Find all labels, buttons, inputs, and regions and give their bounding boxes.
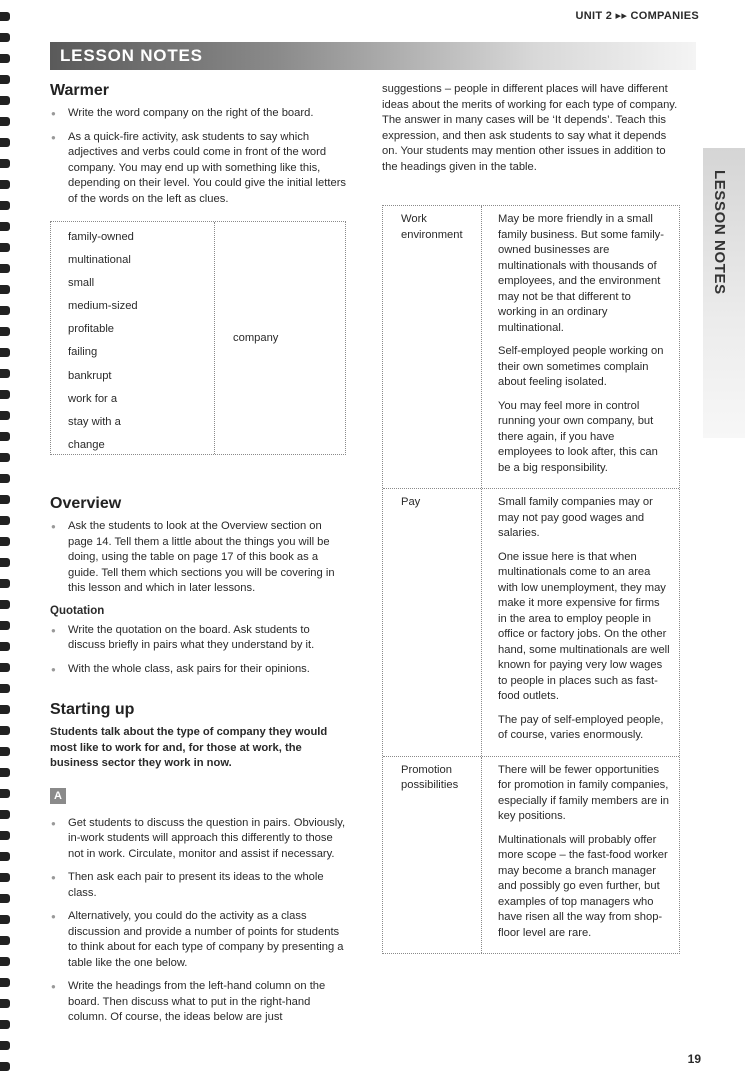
overview-list	[50, 519, 346, 597]
spiral-binding	[0, 0, 12, 1080]
table-paragraph: There will be fewer opportunities for promotion in family companies, especially if family members are in key positions.	[498, 763, 669, 822]
binding-ring	[0, 663, 10, 672]
banner-title: LESSON NOTES	[60, 46, 203, 65]
running-head: UNIT 2 ▸▸ COMPANIES	[575, 10, 699, 22]
table-cell: work for a	[68, 392, 118, 405]
binding-ring	[0, 12, 10, 21]
binding-ring	[0, 747, 10, 756]
table-paragraph: May be more friendly in a small family business. But some family-owned businesses are multinationals with thousands of employees, and the environment may not be that different to working in an ordinary multinational.	[498, 213, 664, 334]
table-cell: failing	[68, 346, 98, 359]
row-heading: Pay	[383, 489, 482, 756]
binding-ring	[0, 159, 10, 168]
binding-ring	[0, 1020, 10, 1029]
binding-ring	[0, 327, 10, 336]
binding-ring	[0, 180, 10, 189]
list-item: ● Write the headings from the left-hand column on the board. Then discuss what to put in the right-hand column. Of course, the ideas below are just	[50, 979, 346, 1026]
table-paragraph: Multinationals will probably offer more scope – the fast-food worker may become a branch manager and possibly go even further, but examples of top managers who have risen all the way from shop-floor level are rare.	[498, 833, 668, 939]
collocation-right-cell: company	[233, 332, 279, 344]
table-cell: medium-sized	[68, 300, 138, 313]
binding-ring	[0, 453, 10, 462]
binding-ring	[0, 705, 10, 714]
row-content	[482, 489, 679, 756]
table-cell: family-owned	[68, 231, 134, 243]
side-tab-label: LESSON NOTES	[711, 170, 728, 295]
binding-ring	[0, 432, 10, 441]
binding-ring	[0, 768, 10, 777]
list-item: ● Get students to discuss the question in pairs. Obviously, in-work students will approach this differently to those not in work. Circulate, monitor and assist if necessary.	[50, 816, 346, 863]
company-comparison-table	[382, 205, 680, 954]
table-paragraph: One issue here is that when multinationals come to an area with low unemployment, they may make it more expensive for firms in the area to employ people in office or factory jobs. On the other hand, some multinationals are well known for paying very low wages to people in places such as fast-food outlets.	[498, 550, 670, 702]
binding-ring	[0, 957, 10, 966]
binding-ring	[0, 96, 10, 105]
binding-ring	[0, 1041, 10, 1050]
binding-ring	[0, 558, 10, 567]
table-cell: small	[68, 277, 95, 290]
binding-ring	[0, 54, 10, 63]
quotation-heading: Quotation	[50, 604, 105, 617]
exercise-label: A	[50, 788, 66, 804]
left-column	[50, 82, 346, 1034]
row-heading: Work environment	[383, 206, 482, 488]
binding-ring	[0, 285, 10, 294]
warmer-heading: Warmer	[50, 82, 109, 99]
binding-ring	[0, 726, 10, 735]
binding-ring	[0, 537, 10, 546]
table-row	[383, 206, 679, 488]
binding-ring	[0, 684, 10, 693]
binding-ring	[0, 369, 10, 378]
binding-ring	[0, 978, 10, 987]
quotation-list	[50, 623, 346, 678]
binding-ring	[0, 474, 10, 483]
list-item: ● Ask the students to look at the Overview section on page 14. Tell them a little about the things you will be doing, using the table on page 17 of this book as a guide. Tell them which sections you will be covering in this lesson and which in later lessons.	[50, 519, 346, 597]
binding-ring	[0, 642, 10, 651]
binding-ring	[0, 201, 10, 210]
side-tab	[703, 148, 745, 438]
binding-ring	[0, 831, 10, 840]
binding-ring	[0, 579, 10, 588]
table-cell: bankrupt	[68, 369, 112, 382]
list-item: ● Write the quotation on the board. Ask students to discuss briefly in pairs what they understand by it.	[50, 623, 346, 654]
warmer-list	[50, 106, 346, 207]
binding-ring	[0, 516, 10, 525]
table-row	[383, 488, 679, 756]
binding-ring	[0, 243, 10, 252]
binding-ring	[0, 306, 10, 315]
right-column-intro	[382, 82, 678, 175]
lesson-notes-banner	[50, 42, 696, 70]
binding-ring	[0, 264, 10, 273]
binding-ring	[0, 117, 10, 126]
table-paragraph: The pay of self-employed people, of course, varies enormously.	[498, 713, 664, 741]
binding-ring	[0, 810, 10, 819]
table-paragraph: Small family companies may or may not pay good wages and salaries.	[498, 496, 653, 539]
binding-ring	[0, 495, 10, 504]
company-collocation-table	[50, 221, 346, 455]
list-item: ● Then ask each pair to present its ideas to the whole class.	[50, 870, 346, 901]
starting-up-intro: Students talk about the type of company they would most like to work for and, for those at work, the business sector they work in now.	[50, 726, 328, 769]
binding-ring	[0, 915, 10, 924]
table-paragraph: Self-employed people working on their own sometimes complain about feeling isolated.	[498, 345, 664, 388]
row-content	[482, 206, 679, 488]
binding-ring	[0, 75, 10, 84]
intro-paragraph: suggestions – people in different places will have different ideas about the merits of working for each type of company. The answer in many cases will be ‘It depends’. Teach this expression, and then ask students to say what it depends on. Your students may mention other issues in addition to the headings given in the table.	[382, 83, 678, 173]
binding-ring	[0, 348, 10, 357]
starting-up-list	[50, 816, 346, 1026]
page-number: 19	[687, 1052, 701, 1066]
table-paragraph: You may feel more in control running your own company, but there again, if you have employees to look after, this can be a big responsibility.	[498, 399, 658, 474]
row-heading: Promotion possibilities	[383, 757, 482, 954]
table-cell: multinational	[68, 254, 131, 267]
table-row	[383, 756, 679, 954]
list-item: ● As a quick-fire activity, ask students to say which adjectives and verbs could come in front of the word company. You may end up with something like this, depending on their level. You could give the initial letters of the words on the left as clues.	[50, 130, 346, 208]
table-cell: profitable	[68, 323, 115, 336]
binding-ring	[0, 33, 10, 42]
binding-ring	[0, 222, 10, 231]
binding-ring	[0, 999, 10, 1008]
binding-ring	[0, 411, 10, 420]
binding-ring	[0, 138, 10, 147]
binding-ring	[0, 894, 10, 903]
table-cell: change	[68, 438, 105, 451]
table-cell: stay with a	[68, 415, 121, 428]
binding-ring	[0, 621, 10, 630]
binding-ring	[0, 936, 10, 945]
collocation-left-column	[51, 222, 215, 454]
binding-ring	[0, 789, 10, 798]
list-item: ● With the whole class, ask pairs for their opinions.	[50, 662, 346, 678]
binding-ring	[0, 390, 10, 399]
overview-heading: Overview	[50, 495, 122, 512]
binding-ring	[0, 873, 10, 882]
binding-ring	[0, 852, 10, 861]
list-item: ● Write the word company on the right of the board.	[50, 106, 346, 122]
row-content	[482, 757, 679, 954]
binding-ring	[0, 600, 10, 609]
binding-ring	[0, 1062, 10, 1071]
starting-up-heading: Starting up	[50, 701, 135, 718]
list-item: ● Alternatively, you could do the activity as a class discussion and provide a number of points for students to think about for each type of company by presenting a table like the one below.	[50, 909, 346, 971]
